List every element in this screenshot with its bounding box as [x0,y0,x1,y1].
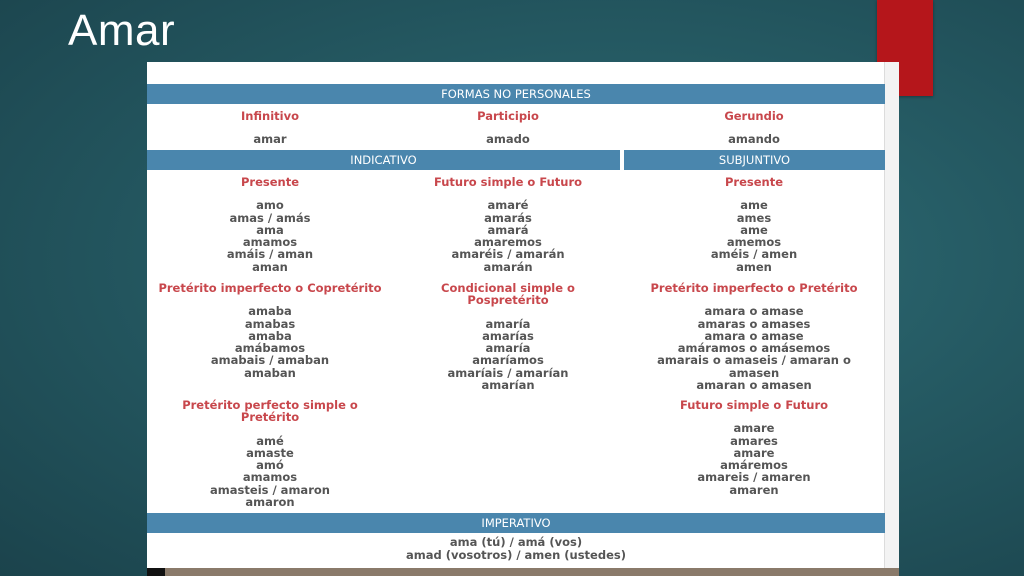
indicativo-presente [147,176,393,273]
form: amara o amase [704,304,804,319]
form: amaríamos [472,353,544,368]
participio-cell [393,110,623,146]
form: amaremos [474,235,542,250]
infinitivo-cell [147,110,393,146]
subjuntivo-preterito-imperfecto-title: Pretérito imperfecto o Pretérito [650,281,858,295]
form: amen [736,259,772,274]
form: amasteis / amaron [210,482,330,497]
form: amaréis / amarán [451,247,565,262]
subjuntivo-preterito-imperfecto [623,282,885,391]
imperativo-forms [147,536,885,561]
indicativo-preterito-imperfecto-forms [147,305,393,379]
form: amaríais / amarían [447,365,569,380]
participio-value: amado [486,132,530,147]
indicativo-preterito-perfecto [177,399,363,508]
gerundio-value: amando [728,132,780,147]
header-imperativo: IMPERATIVO [147,513,885,533]
header-subjuntivo: SUBJUNTIVO [624,150,885,170]
indicativo-condicional-forms [427,318,589,392]
form: amarais o amaseis / amaran o amasen [657,353,851,380]
form: améis / amen [710,247,798,262]
gerundio-title: Gerundio [724,109,784,123]
subjuntivo-futuro [623,399,885,496]
form: ame [740,198,768,213]
form: amo [256,198,284,213]
scrollbar[interactable] [884,62,899,568]
subjuntivo-presente-forms [623,199,885,273]
form: amabais / amaban [210,353,330,368]
indicativo-condicional [427,282,589,391]
gerundio-cell [623,110,885,146]
form: amaré [487,198,529,213]
indicativo-condicional-title: Condicional simple o Pospretérito [441,281,575,308]
header-no-personales: FORMAS NO PERSONALES [147,84,885,104]
form: amaría [485,316,531,331]
subjuntivo-futuro-title: Futuro simple o Futuro [679,398,829,412]
form: amamos [242,235,298,250]
form: ame [740,222,768,237]
conjugation-table [147,62,899,568]
infinitivo-title: Infinitivo [241,109,299,123]
bottom-strip [147,568,899,576]
slide-title: Amar [68,6,176,55]
form: amáis / aman [226,247,314,262]
indicativo-preterito-perfecto-forms [177,435,363,509]
form: aman [252,259,288,274]
form: amareis / amaren [697,470,811,485]
header-indicativo: INDICATIVO [147,150,620,170]
form: amaren [729,482,779,497]
subjuntivo-presente-title: Presente [724,175,784,189]
form: amabas [244,316,296,331]
form: amaban [244,365,296,380]
form: amó [256,458,284,473]
form: amarían [481,378,535,393]
participio-title: Participio [477,109,539,123]
subjuntivo-futuro-forms [623,422,885,496]
form: amaron [245,495,295,510]
subjuntivo-preterito-imperfecto-forms [623,305,885,391]
form: amaran o amasen [696,378,812,393]
indicativo-futuro-forms [393,199,623,273]
form: amarías [482,328,534,343]
form: amáramos o amásemos [677,341,831,356]
form: amará [487,222,529,237]
form: amaras o amases [697,316,811,331]
form: amáremos [720,458,788,473]
form: amad (vosotros) / amen (ustedes) [406,547,626,562]
indicativo-futuro-title: Futuro simple o Futuro [433,175,583,189]
form: amemos [726,235,782,250]
indicativo-presente-forms [147,199,393,273]
form: amaba [248,328,292,343]
indicativo-preterito-imperfecto-title: Pretérito imperfecto o Copretérito [158,281,382,295]
form: amarán [483,259,533,274]
form: amara o amase [704,328,804,343]
form: ames [736,210,772,225]
form: amábamos [234,341,306,356]
form: ama [256,222,284,237]
indicativo-presente-title: Presente [240,175,300,189]
form: amas / amás [229,210,311,225]
form: amare [733,445,775,460]
form: amare [733,421,775,436]
form: amaría [485,341,531,356]
form: amaste [246,445,294,460]
form: amamos [242,470,298,485]
infinitivo-value: amar [253,132,287,147]
indicativo-futuro [393,176,623,273]
form: amé [256,433,284,448]
indicativo-preterito-imperfecto [147,282,393,379]
subjuntivo-presente [623,176,885,273]
form: amares [730,433,778,448]
form: amarás [484,210,532,225]
form: amaba [248,304,292,319]
form: ama (tú) / amá (vos) [449,535,583,549]
indicativo-preterito-perfecto-title: Pretérito perfecto simple o Pretérito [182,398,358,425]
